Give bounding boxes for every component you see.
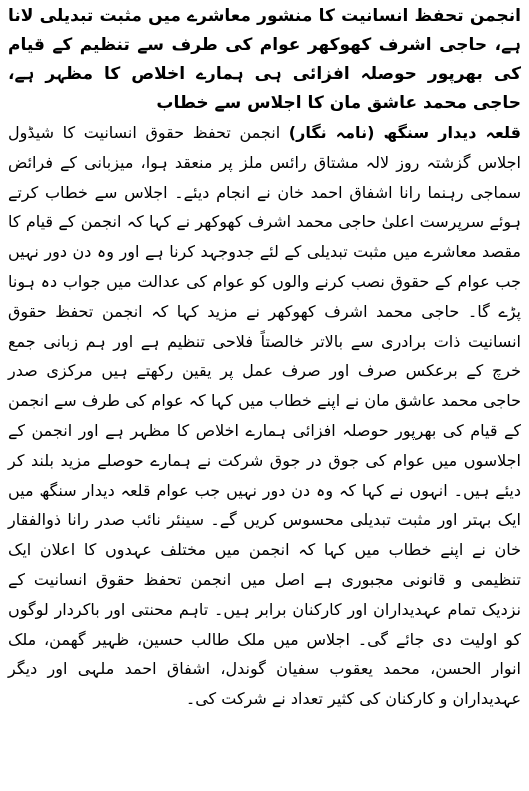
article-body: انجمن تحفظ حقوق انسانیت کا شیڈول اجلاس گزشتہ روز لالہ مشتاق رائس ملز پر منعقد ہوا، میزبانی کے فرائض سماجی رہنما رانا اشفاق احمد خان نے انجام دیئے۔ اجلاس سے خطاب کرتے ہوئے سرپرست اعلیٰ حاجی محمد اشرف کھوکھر نے کہا کہ انجمن کے قیام کا مقصد معاشرے میں مثبت تبدیلی کے لئے جدوجہد کرنا ہے اور وہ دن دور نہیں جب عوام کے حقوق نصب کرنے والوں کو عوام کی عدالت میں جواب دہ ہونا پڑے گا۔ حاجی محمد اشرف کھوکھر نے مزید کہا کہ انجمن تحفظ حقوق انسانیت ذات برادری سے بالاتر خالصتاً فلاحی تنظیم ہے اور ہم زبانی جمع خرچ کے برعکس صرف اور صرف عمل پر یقین رکھتے ہیں مرکزی صدر حاجی محمد عاشق مان نے اپنے خطاب میں کہا کہ عوام کی طرف سے انجمن کے قیام کی بھرپور حوصلہ افزائی ہمارے اخلاص کا مظہر ہے اور انجمن کے اجلاسوں میں عوام کی جوق در جوق شرکت نے ہمارے حوصلے مزید بلند کر دیئے ہیں۔ انہوں نے کہا کہ وہ دن دور نہیں جب عوام قلعہ دیدار سنگھ میں ایک بہتر اور مثبت تبدیلی محسوس کریں گے۔ سینئر نائب صدر رانا ذوالفقار خان نے اپنے خطاب میں کہا کہ انجمن میں مختلف عہدوں کا اعلان ایک تنظیمی و قانونی مجبوری ہے اصل میں انجمن تحفظ حقوق انسانیت کے نزدیک تمام عہدیداران اور کارکنان برابر ہیں۔ تاہم محنتی اور باکردار لوگوں کو اولیت دی جائے گی۔ اجلاس میں ملک طالب حسین، ظہیر گھمن، ملک انوار الحسن، محمد یعقوب سفیان گوندل، اشفاق احمد ملہی اور دیگر عہدیداران و کارکنان کی کثیر تعداد نے شرکت کی۔	[8, 123, 521, 709]
article-dateline: قلعہ دیدار سنگھ (نامہ نگار)	[288, 123, 521, 142]
article-body-paragraph	[8, 118, 521, 714]
news-article	[8, 2, 521, 714]
article-headline: انجمن تحفظ انسانیت کا منشور معاشرے میں مثبت تبدیلی لانا ہے، حاجی اشرف کھوکھر عوام کی طرف سے تنظیم کے قیام کی بھرپور حوصلہ افزائی ہی ہمارے اخلاص کا مظہر ہے، حاجی محمد عاشق مان کا اجلاس سے خطاب	[8, 6, 521, 113]
